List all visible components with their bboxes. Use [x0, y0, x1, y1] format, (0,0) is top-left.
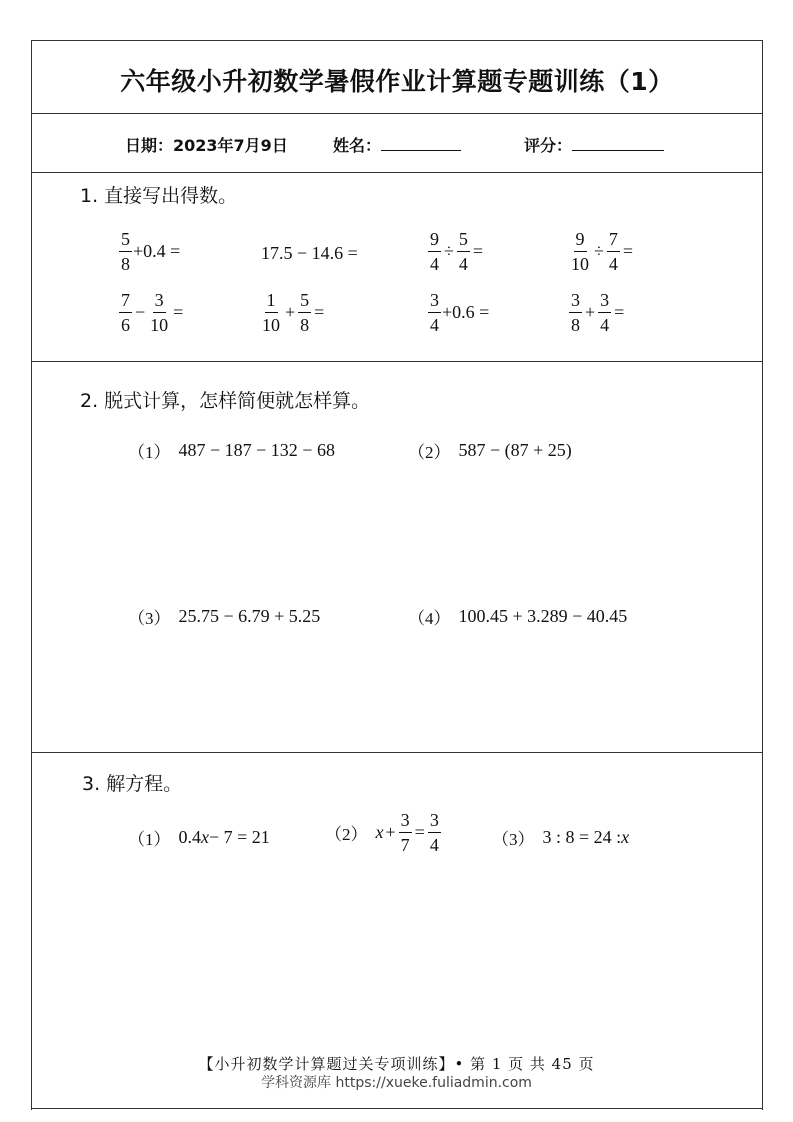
fraction: $\frac{3}{4}$	[429, 810, 439, 855]
name-field	[333, 133, 461, 156]
divider-section2	[31, 752, 763, 753]
left-border	[31, 40, 32, 1110]
s2-problem-1: （1） 487 − 187 − 132 − 68	[128, 440, 335, 462]
date-field	[125, 133, 288, 156]
s1-problem-1: $\frac{5}{8}$ +0.4 =	[121, 229, 181, 274]
date-value: 2023年7月9日	[173, 136, 288, 155]
right-border	[762, 40, 763, 1110]
s2-problem-4: （4） 100.45 + 3.289 − 40.45	[408, 606, 628, 628]
s2-problem-3: （3） 25.75 − 6.79 + 5.25	[128, 606, 321, 628]
fraction: $\frac{3}{10}$	[150, 290, 169, 335]
s1-problem-7: $\frac{3}{4}$ +0.6 =	[430, 290, 490, 335]
s1-problem-5: $\frac{7}{6}$ − $\frac{3}{10}$ =	[121, 290, 184, 335]
page-title: 六年级小升初数学暑假作业计算题专题训练（1）	[120, 67, 674, 96]
s1-problem-6: $\frac{1}{10}$ + $\frac{5}{8}$ =	[262, 290, 325, 335]
divider-top	[31, 40, 763, 41]
fraction: $\frac{5}{4}$	[458, 229, 468, 274]
fraction: $\frac{5}{8}$	[121, 229, 130, 274]
fraction: $\frac{1}{10}$	[262, 290, 280, 335]
s1-problem-2: 17.5 − 14.6 =	[261, 243, 358, 263]
section3-heading: 3. 解方程。	[82, 773, 183, 795]
score-blank[interactable]	[572, 136, 664, 151]
score-field	[524, 133, 664, 156]
fraction: $\frac{9}{10}$	[571, 229, 589, 274]
s1-problem-4: $\frac{9}{10}$ ÷ $\frac{7}{4}$ =	[571, 229, 634, 274]
footer-page-info: 【小升初数学计算题过关专项训练】• 第 1 页 共 45 页	[198, 1055, 595, 1073]
divider-section1	[31, 361, 763, 362]
fraction: $\frac{9}{4}$	[430, 229, 439, 274]
score-label: 评分：	[524, 136, 573, 155]
divider-title	[31, 113, 763, 114]
section1-heading: 1. 直接写出得数。	[80, 185, 238, 207]
footer-source: 学科资源库 https://xueke.fuliadmin.com	[261, 1075, 532, 1091]
name-label: 姓名：	[333, 136, 382, 155]
fraction: $\frac{3}{4}$	[430, 290, 439, 335]
fraction: $\frac{3}{8}$	[571, 290, 580, 335]
section2-heading: 2. 脱式计算，怎样简便就怎样算。	[80, 390, 371, 412]
s1-problem-3: $\frac{9}{4}$ ÷ $\frac{5}{4}$ =	[430, 229, 484, 274]
fraction: $\frac{7}{4}$	[608, 229, 618, 274]
fraction: $\frac{7}{6}$	[121, 290, 130, 335]
fraction: $\frac{3}{7}$	[400, 810, 410, 855]
divider-bottom	[31, 1108, 763, 1109]
s2-problem-2: （2） 587 − (87 + 25)	[408, 440, 572, 462]
s3-problem-2: （2） x + $\frac{3}{7}$ = $\frac{3}{4}$	[325, 810, 439, 855]
s1-problem-8: $\frac{3}{8}$ + $\frac{3}{4}$ =	[571, 290, 625, 335]
fraction: $\frac{5}{8}$	[300, 290, 310, 335]
s3-problem-1: （1） 0.4 x − 7 = 21	[128, 827, 270, 849]
name-blank[interactable]	[381, 136, 461, 151]
divider-meta	[31, 172, 763, 173]
date-label: 日期：	[125, 136, 174, 155]
s3-problem-3: （3） 3 : 8 = 24 : x	[492, 827, 630, 849]
fraction: $\frac{3}{4}$	[600, 290, 610, 335]
